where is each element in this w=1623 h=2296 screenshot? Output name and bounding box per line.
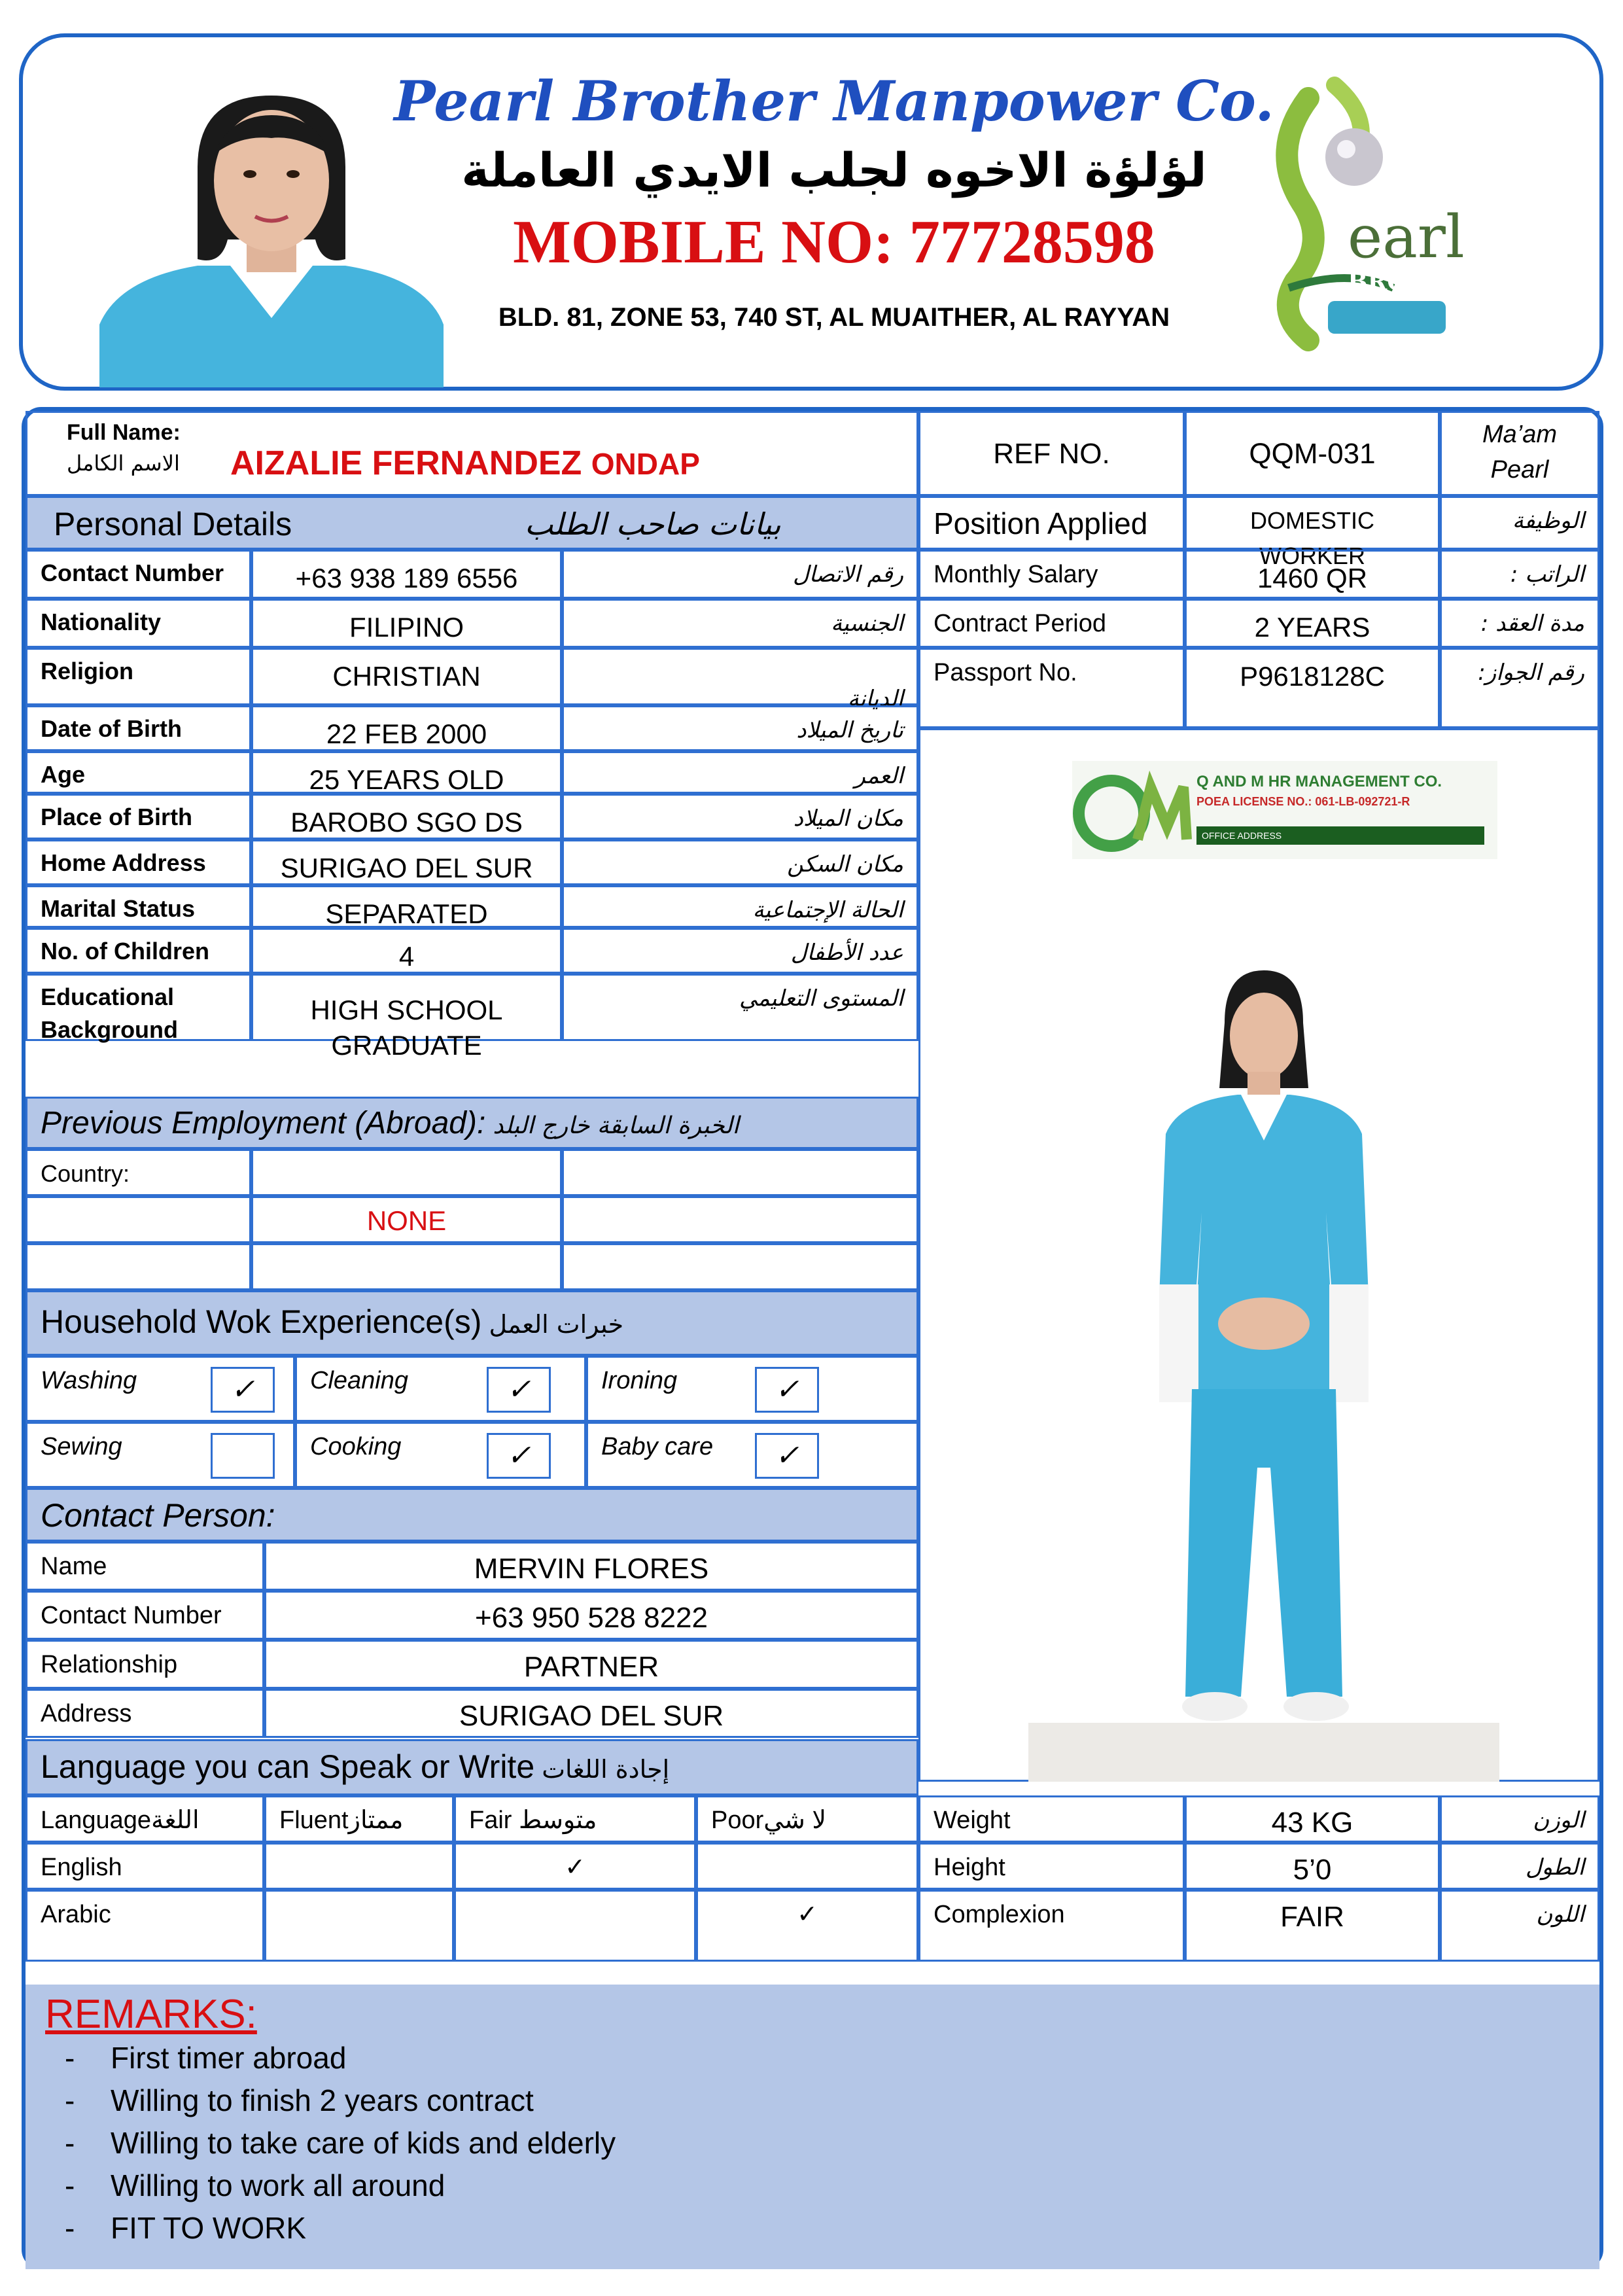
job-value: DOMESTIC WORKER [1185,496,1440,550]
household-skill-cleaning [295,1356,586,1422]
household-skill-washing [26,1356,295,1422]
personal-label: No. of Children [26,928,251,974]
personal-label-arabic: مكان السكن [562,839,918,885]
personal-value: SEPARATED [251,885,562,928]
previous-cell [562,1149,918,1196]
physical-label: Height [918,1843,1185,1890]
previous-cell [562,1243,918,1290]
previous-country-value: NONE [251,1196,562,1243]
personal-label: Marital Status [26,885,251,928]
contact-person-value: PARTNER [264,1640,918,1689]
job-value: 2 YEARS [1185,599,1440,648]
personal-label: Nationality [26,599,251,648]
household-skill-label: Cooking [310,1433,402,1460]
language-rating-poor: ✓ [696,1890,918,1962]
pearl-brother-logo [1230,72,1537,353]
contact-agent-line1: Ma’am [1482,421,1558,448]
contact-person-label: Relationship [26,1640,264,1689]
personal-label: Place of Birth [26,794,251,839]
remark-bullet: - [65,2211,75,2245]
job-label: Contract Period [918,599,1185,648]
job-label: Position Applied [918,496,1185,550]
personal-value: 22 FEB 2000 [251,705,562,751]
personal-details-title: Personal Details [54,506,292,542]
physical-label: Weight [918,1795,1185,1843]
contact-person-label: Address [26,1689,264,1738]
household-checkbox[interactable]: ✓ [487,1367,551,1413]
company-name-arabic: لؤلؤة الاخوه لجلب الايدي العاملة [461,143,1207,198]
contact-agent [1440,411,1599,496]
job-label-arabic: الوظيفة [1440,496,1599,550]
job-label: Passport No. [918,648,1185,728]
household-skill-cooking [295,1422,586,1488]
remark-text: First timer abroad [111,2041,347,2075]
previous-cell [26,1196,251,1243]
personal-label: Age [26,751,251,794]
full-name-label-arabic: الاسم الكامل [67,451,180,476]
job-label: Monthly Salary [918,550,1185,599]
household-heading [26,1290,918,1356]
household-skill-label: Sewing [41,1433,122,1460]
household-skill-label: Ironing [601,1367,678,1394]
personal-label-arabic: رقم الاتصال [562,550,918,599]
personal-label-arabic: الجنسية [562,599,918,648]
job-label-arabic: الراتب : [1440,550,1599,599]
household-skill-label: Baby care [601,1433,714,1460]
personal-value: FILIPINO [251,599,562,648]
remark-bullet: - [65,2041,75,2075]
physical-label: Complexion [918,1890,1185,1962]
physical-label-arabic: الطول [1440,1843,1599,1890]
personal-label-arabic: الحالة الإجتماعية [562,885,918,928]
full-name-row [26,411,918,496]
personal-value: +63 938 189 6556 [251,550,562,599]
remark-text: Willing to finish 2 years contract [111,2083,534,2117]
remark-item [65,2079,616,2122]
full-name-label: Full Name: [67,420,181,445]
contact-person-title: Contact Person: [41,1497,275,1534]
household-skill-sewing [26,1422,295,1488]
remark-bullet: - [65,2168,75,2202]
language-column-header: Fluentممتاز [264,1795,454,1843]
personal-label: Educational Background [26,974,251,1041]
personal-label: Home Address [26,839,251,885]
remark-item [65,2037,616,2079]
contact-person-label: Contact Number [26,1591,264,1640]
personal-label-arabic: عدد الأطفال [562,928,918,974]
language-column-header: Fair متوسط [454,1795,696,1843]
company-mobile: MOBILE NO: 77728598 [513,208,1155,276]
household-title: Household Wok Experience(s) [41,1303,482,1340]
language-heading [26,1739,918,1795]
language-rating-fair [454,1890,696,1962]
personal-value: 4 [251,928,562,974]
ref-no-label: REF NO. [918,411,1185,496]
agency-license: POEA LICENSE NO.: 061-LB-092721-R [1196,795,1410,808]
remark-text: Willing to take care of kids and elderly [111,2126,616,2160]
job-value: P9618128C [1185,648,1440,728]
household-checkbox[interactable]: ✓ [755,1367,819,1413]
company-address: BLD. 81, ZONE 53, 740 ST, AL MUAITHER, AL RAYYAN [498,303,1170,332]
personal-label-arabic: المستوى التعليمي [562,974,918,1041]
household-skill-label: Cleaning [310,1367,408,1394]
company-name: Pearl Brother Manpower Co. [394,69,1274,133]
agency-name: Q AND M HR MANAGEMENT CO. [1196,773,1442,790]
previous-cell [562,1196,918,1243]
household-checkbox[interactable]: ✓ [487,1433,551,1479]
personal-value: SURIGAO DEL SUR [251,839,562,885]
personal-value: HIGH SCHOOL GRADUATE [251,974,562,1041]
personal-label: Religion [26,648,251,705]
personal-details-heading [26,496,918,550]
household-title-arabic: خبرات العمل [489,1310,624,1339]
previous-cell [251,1149,562,1196]
logo-text-pearl: earl [1348,203,1465,272]
language-name: Arabic [26,1890,264,1962]
personal-label-arabic: مكان الميلاد [562,794,918,839]
contact-person-value: +63 950 528 8222 [264,1591,918,1640]
previous-country-label: Country: [26,1149,251,1196]
job-value: 1460 QR [1185,550,1440,599]
applicant-full-body-photo [1028,931,1499,1782]
logo-text-brother: BROTHER [1348,268,1485,296]
job-label-arabic: رقم الجواز: [1440,648,1599,728]
agency-logo-icon [1072,761,1190,859]
language-rating-fluent [264,1890,454,1962]
personal-label: Date of Birth [26,705,251,751]
household-checkbox[interactable]: ✓ [755,1433,819,1479]
personal-label: Contact Number [26,550,251,599]
remark-item [65,2164,616,2207]
ref-no-value: QQM-031 [1185,411,1440,496]
personal-details-title-arabic: بيانات صاحب الطلب [525,506,781,542]
remark-bullet: - [65,2083,75,2117]
remarks-title: REMARKS: [45,1992,257,2037]
personal-label-arabic: الديانة [562,648,918,705]
remark-text: FIT TO WORK [111,2211,307,2245]
language-title: Language you can Speak or Write [41,1748,535,1785]
physical-value: FAIR [1185,1890,1440,1962]
applicant-name: AIZALIE FERNANDEZ [230,444,582,482]
physical-value: 43 KG [1185,1795,1440,1843]
previous-employment-title: Previous Employment (Abroad): [41,1106,486,1140]
contact-person-heading [26,1488,918,1542]
household-checkbox[interactable] [211,1433,275,1479]
application-form [22,407,1603,2269]
remark-bullet: - [65,2126,75,2160]
personal-label-arabic: تاريخ الميلاد [562,705,918,751]
company-block [393,65,1276,340]
household-skill-ironing [586,1356,918,1422]
personal-label-arabic: العمر [562,751,918,794]
contact-agent-line2: Pearl [1490,456,1549,484]
remark-item [65,2122,616,2164]
contact-person-label: Name [26,1542,264,1591]
physical-label-arabic: الوزن [1440,1795,1599,1843]
personal-value: CHRISTIAN [251,648,562,705]
agency-address-badge: OFFICE ADDRESS [1196,826,1484,845]
personal-value: BAROBO SGO DS [251,794,562,839]
agency-banner [1072,761,1497,859]
remark-text: Willing to work all around [111,2168,445,2202]
previous-cell [26,1243,251,1290]
physical-label-arabic: اللون [1440,1890,1599,1962]
language-rating-poor [696,1843,918,1890]
household-skill-baby-care [586,1422,918,1488]
household-checkbox[interactable]: ✓ [211,1367,275,1413]
remark-item [65,2207,616,2250]
language-column-header: Poorلا شي [696,1795,918,1843]
previous-employment-title-arabic: الخبرة السابقة خارج البلد [493,1112,739,1139]
remarks-list [65,2037,616,2250]
language-rating-fluent [264,1843,454,1890]
applicant-surname: ONDAP [591,447,700,481]
previous-employment-heading [26,1097,918,1149]
language-name: English [26,1843,264,1890]
language-column-header: Languageاللغة [26,1795,264,1843]
physical-value: 5’0 [1185,1843,1440,1890]
language-title-arabic: إجادة اللغات [542,1755,670,1784]
household-skill-label: Washing [41,1367,137,1394]
language-rating-fair: ✓ [454,1843,696,1890]
contact-person-value: SURIGAO DEL SUR [264,1689,918,1738]
job-label-arabic: مدة العقد : [1440,599,1599,648]
personal-value: 25 YEARS OLD [251,751,562,794]
contact-person-value: MERVIN FLORES [264,1542,918,1591]
previous-cell [251,1243,562,1290]
